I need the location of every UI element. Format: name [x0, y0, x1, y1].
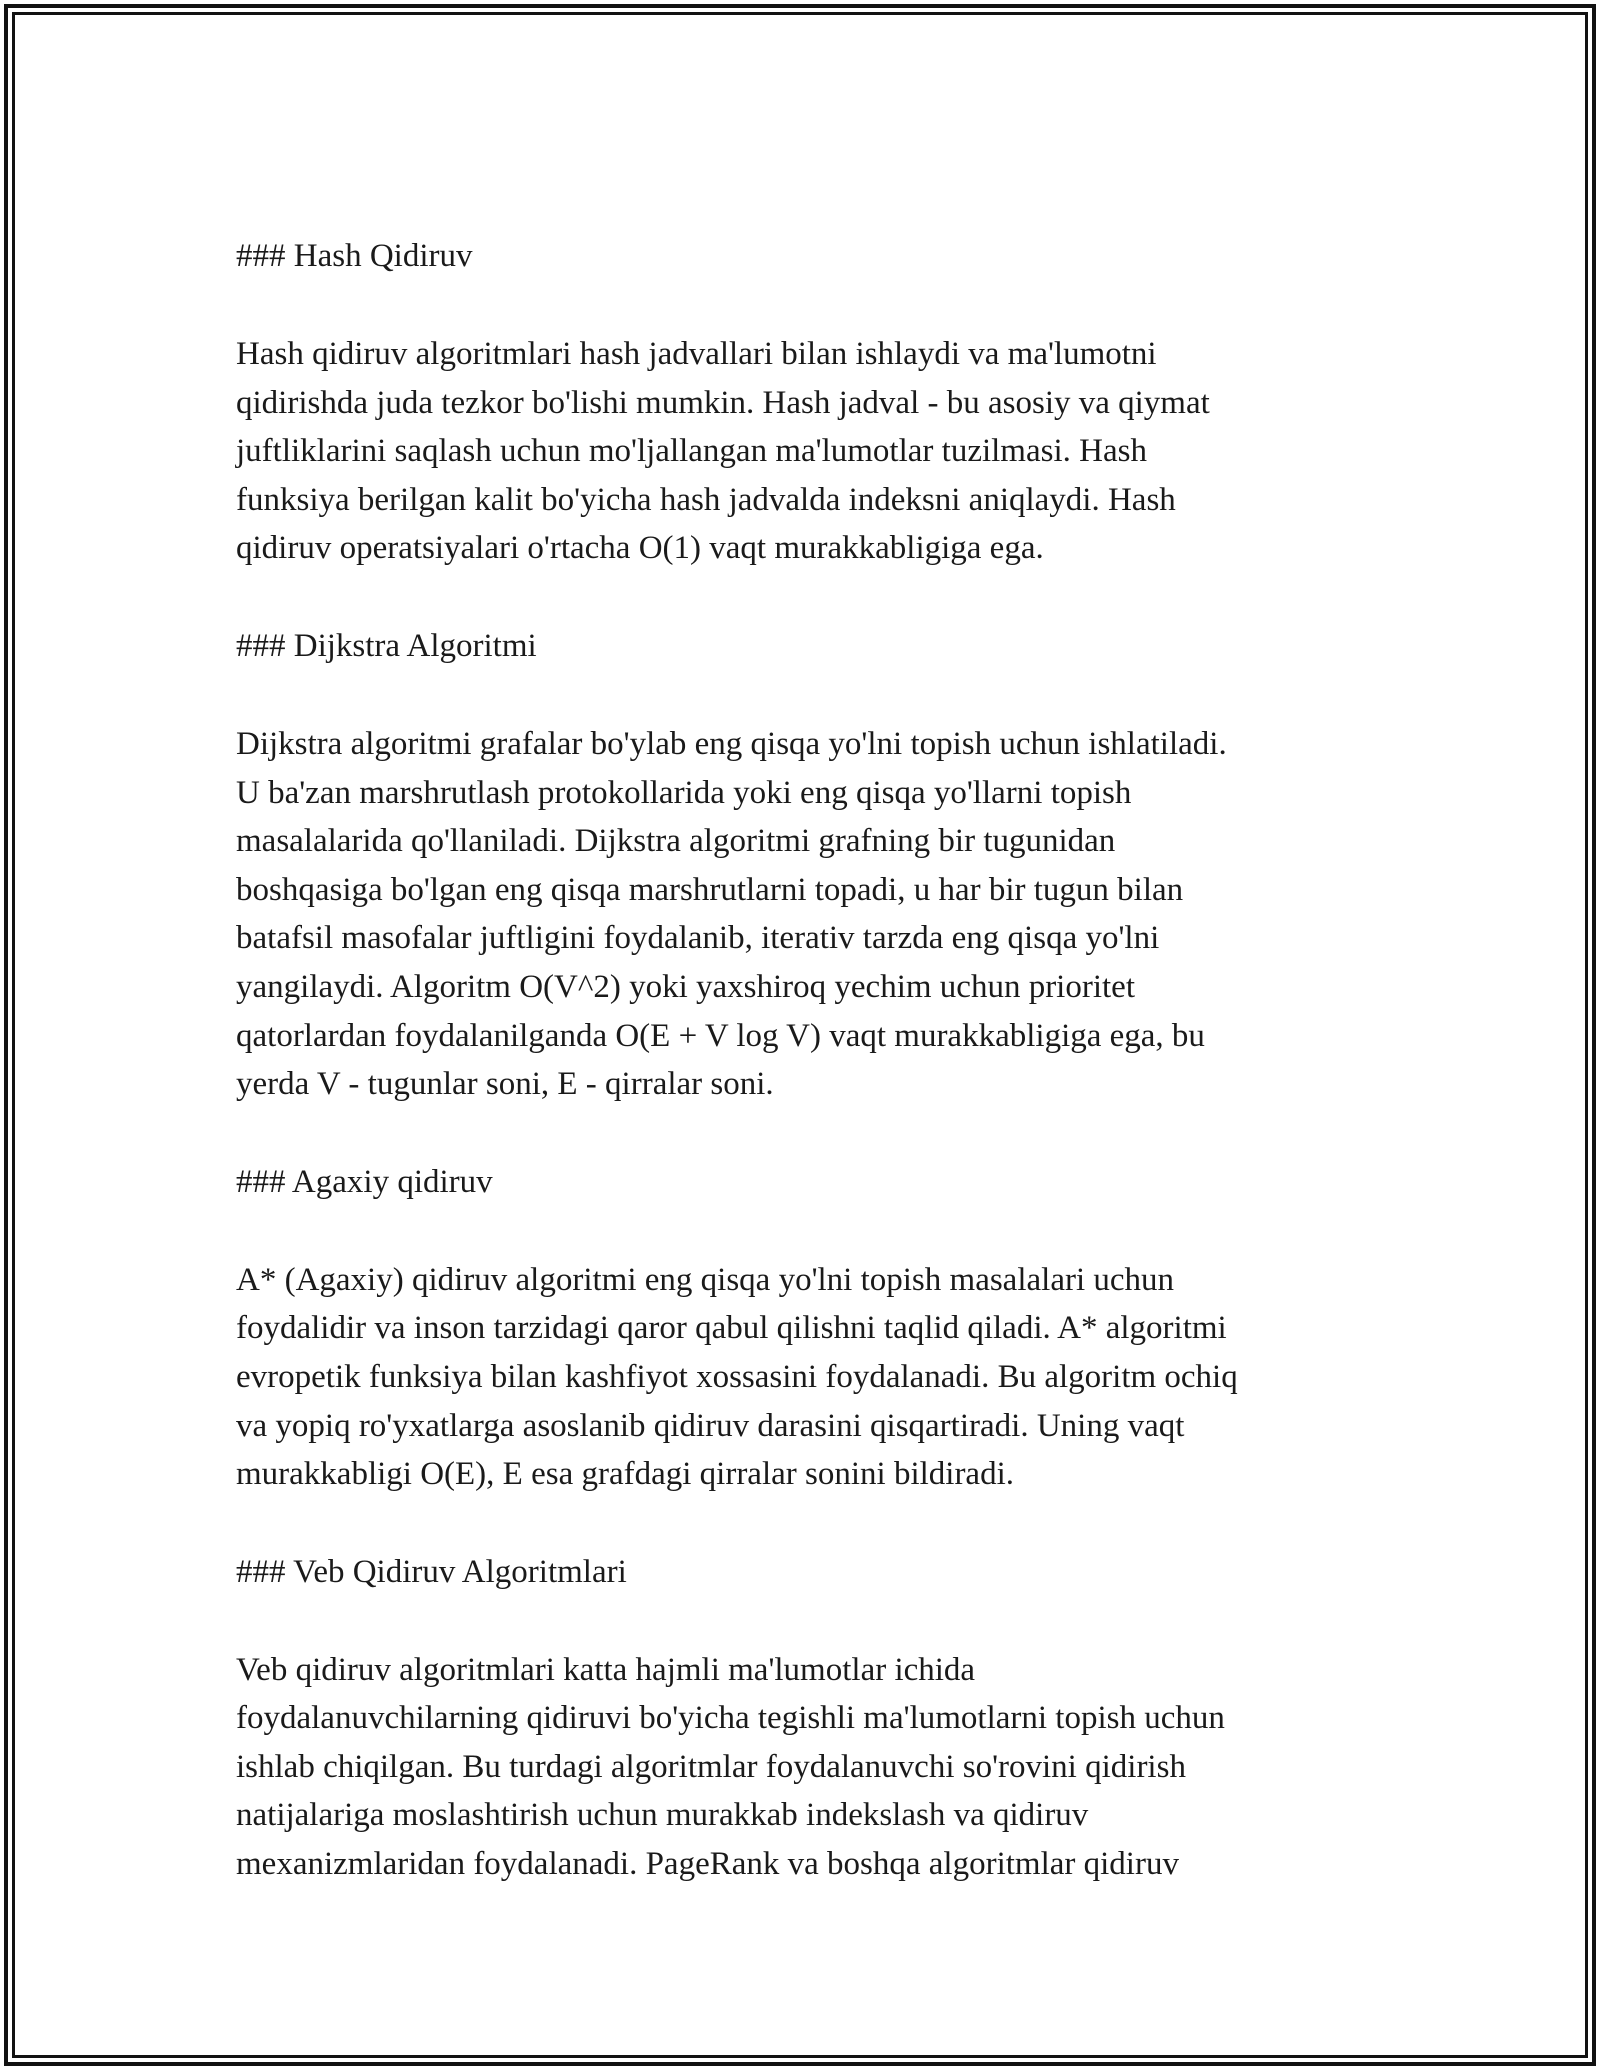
document-body [236, 232, 1376, 1938]
text-line: funksiya berilgan kalit bo'yicha hash jadvalda indeksni aniqlaydi. Hash [236, 481, 1176, 518]
text-line: va yopiq ro'yxatlarga asoslanib qidiruv darasini qisqartiradi. Uning vaqt [236, 1407, 1185, 1444]
text-line: natijalariga moslashtirish uchun murakkab indekslash va qidiruv [236, 1797, 1089, 1834]
text-line: yangilaydi. Algoritm O(V^2) yoki yaxshiroq yechim uchun prioritet [236, 968, 1135, 1005]
text-line: qidirishda juda tezkor bo'lishi mumkin. Hash jadval - bu asosiy va qiymat [236, 384, 1210, 421]
text-line: batafsil masofalar juftligini foydalanib, iterativ tarzda eng qisqa yo'lni [236, 920, 1160, 957]
text-line: murakkabligi O(E), E esa grafdagi qirralar sonini bildiradi. [236, 1456, 1014, 1493]
section-paragraph-hash [236, 330, 1376, 573]
text-line: Veb qidiruv algoritmlari katta hajmli ma'lumotlar ichida [236, 1651, 976, 1688]
text-line: A* (Agaxiy) qidiruv algoritmi eng qisqa yo'lni topish masalalari uchun [236, 1261, 1175, 1298]
text-line: masalalarida qo'llaniladi. Dijkstra algoritmi grafning bir tugunidan [236, 823, 1116, 860]
text-line: foydalidir va inson tarzidagi qaror qabul qilishni taqlid qiladi. A* algoritmi [236, 1310, 1227, 1347]
text-line: mexanizmlaridan foydalanadi. PageRank va boshqa algoritmlar qidiruv [236, 1846, 1179, 1883]
section-heading-veb: ### Veb Qidiruv Algoritmlari [236, 1553, 627, 1590]
section-heading-hash: ### Hash Qidiruv [236, 238, 473, 274]
text-line: U ba'zan marshrutlash protokollarida yoki eng qisqa yo'llarni topish [236, 774, 1132, 811]
section-paragraph-agaxiy [236, 1256, 1376, 1499]
section-heading-agaxiy: ### Agaxiy qidiruv [236, 1163, 493, 1200]
text-line: juftliklarini saqlash uchun mo'ljallangan ma'lumotlar tuzilmasi. Hash [236, 433, 1147, 470]
text-line: qatorlardan foydalanilganda O(E + V log V) vaqt murakkabligiga ega, bu [236, 1017, 1205, 1054]
text-line: foydalanuvchilarning qidiruvi bo'yicha tegishli ma'lumotlarni topish uchun [236, 1700, 1225, 1737]
text-line: Hash qidiruv algoritmlari hash jadvallari bilan ishlaydi va ma'lumotni [236, 336, 1157, 372]
text-line: ishlab chiqilgan. Bu turdagi algoritmlar foydalanuvchi so'rovini qidirish [236, 1748, 1186, 1785]
section-paragraph-veb [236, 1646, 1376, 1889]
section-heading-dijkstra: ### Dijkstra Algoritmi [236, 627, 537, 664]
text-line: yerda V - tugunlar soni, E - qirralar soni. [236, 1066, 774, 1103]
text-line: boshqasiga bo'lgan eng qisqa marshrutlarni topadi, u har bir tugun bilan [236, 871, 1184, 908]
section-paragraph-dijkstra [236, 720, 1376, 1109]
text-line: qidiruv operatsiyalari o'rtacha O(1) vaqt murakkabligiga ega. [236, 530, 1044, 567]
text-line: Dijkstra algoritmi grafalar bo'ylab eng qisqa yo'lni topish uchun ishlatiladi. [236, 725, 1227, 762]
text-line: evropetik funksiya bilan kashfiyot xossasini foydalanadi. Bu algoritm ochiq [236, 1358, 1238, 1395]
